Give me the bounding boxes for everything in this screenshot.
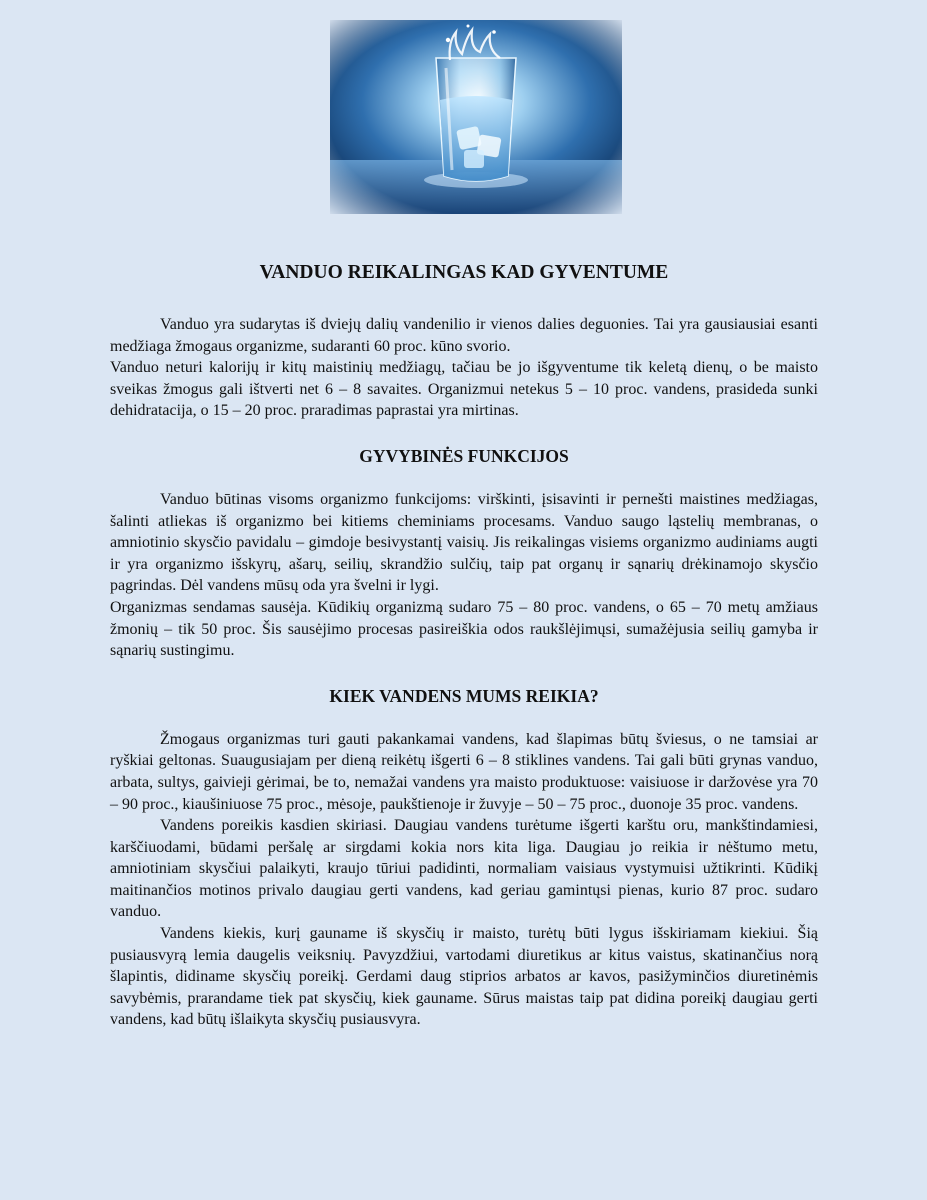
intro-paragraph-1: Vanduo yra sudarytas iš dviejų dalių vandenilio ir vienos dalies deguonies. Tai yra gausiausiai esanti medžiaga žmogaus organizme, sudaranti 60 proc. kūno svorio. <box>110 316 818 355</box>
how-much-paragraph-3: Vandens kiekis, kurį gauname iš skysčių ir maisto, turėtų būti lygus išskiriamam kiekiui. Šią pusiausvyrą lemia daugelis veiksnių. Pavyzdžiui, vartodami diuretikus ar kitus vaistus, skatinančius norą šlapintis, didiname skysčių poreikį. Gerdami daug stiprios arbatos ar kavos, pasižyminčios diuretinėmis savybėmis, prarandame tiek pat skysčių, kiek gauname. Sūrus maistas taip pat didina poreikį daugiau gerti vandens, kad būtų išlaikyta skysčių pusiausvyra. <box>110 925 818 1029</box>
article <box>110 262 818 1031</box>
intro-paragraph-2: Vanduo neturi kalorijų ir kitų maistinių medžiagų, tačiau be jo išgyventume tik keletą dienų, o be maisto sveikas žmogus gali ištverti net 6 – 8 savaites. Organizmui netekus 5 – 10 proc. vandens, prasideda sunki dehidratacija, o 15 – 20 proc. praradimas paprastai yra mirtinas. <box>110 359 818 420</box>
page-title: VANDUO REIKALINGAS KAD GYVENTUME <box>259 262 669 283</box>
water-glass-image <box>330 20 622 214</box>
section-heading-functions: GYVYBINĖS FUNKCIJOS <box>359 445 569 466</box>
functions-paragraph-1: Vanduo būtinas visoms organizmo funkcijoms: virškinti, įsisavinti ir pernešti maistines medžiagas, šalinti atliekas iš organizmo bei kitiems cheminiams procesams. Vanduo saugo ląstelių membranas, o amniotinio skysčio pavidalu – gimdoje besivystantį vaisių. Jis reikalingas visiems organizmo audiniams augti ir yra organizmo išskyrų, ašarų, seilių, skrandžio sulčių, taip pat organų ir sąnarių drėkinamojo skysčio pagrindas. Dėl vandens mūsų oda yra švelni ir lygi. <box>110 490 818 595</box>
functions-paragraph-2: Organizmas sendamas sausėja. Kūdikių organizmą sudaro 75 – 80 proc. vandens, o 65 – 70 metų amžiaus žmonių – tik 50 proc. Šis sausėjimo procesas pasireiškia odos raukšlėjimųsi, sumažėjusia seilių gamyba ir sąnarių sustingimu. <box>110 598 818 660</box>
intro-section <box>110 314 818 422</box>
how-much-paragraph-1: Žmogaus organizmas turi gauti pakankamai vandens, kad šlapimas būtų šviesus, o ne tamsiai ar ryškiai geltonas. Suaugusiajam per dieną reikėtų išgerti 6 – 8 stiklines vandens. Tai gali būti grynas vanduo, arbata, sultys, gaivieji gėrimai, be to, nemažai vandens yra maisto produktuose: vaisiuose ir daržovėse yra 70 – 90 proc., kiaušiniuose 75 proc., mėsoje, paukštienoje ir žuvyje – 50 – 75 proc., duonoje 35 proc. vandens. <box>110 730 818 813</box>
functions-section <box>110 489 818 662</box>
how-much-section <box>110 729 818 1031</box>
section-heading-how-much: KIEK VANDENS MUMS REIKIA? <box>329 685 599 706</box>
how-much-paragraph-2: Vandens poreikis kasdien skiriasi. Daugiau vandens turėtume išgerti karštu oru, mankštindamiesi, karščiuodami, būdami peršalę ar sirgdami kokia nors kita liga. Daugiau jo reikia ir nėštumo metu, amniotiniam skysčiui palaikyti, kraujo tūriui padidinti, normaliam vaisiaus vystymuisi užtikrinti. Kūdikį maitinančios motinos privalo daugiau gerti vandens, kad geriau gamintųsi pienas, kurio 87 proc. sudaro vanduo. <box>110 817 818 921</box>
